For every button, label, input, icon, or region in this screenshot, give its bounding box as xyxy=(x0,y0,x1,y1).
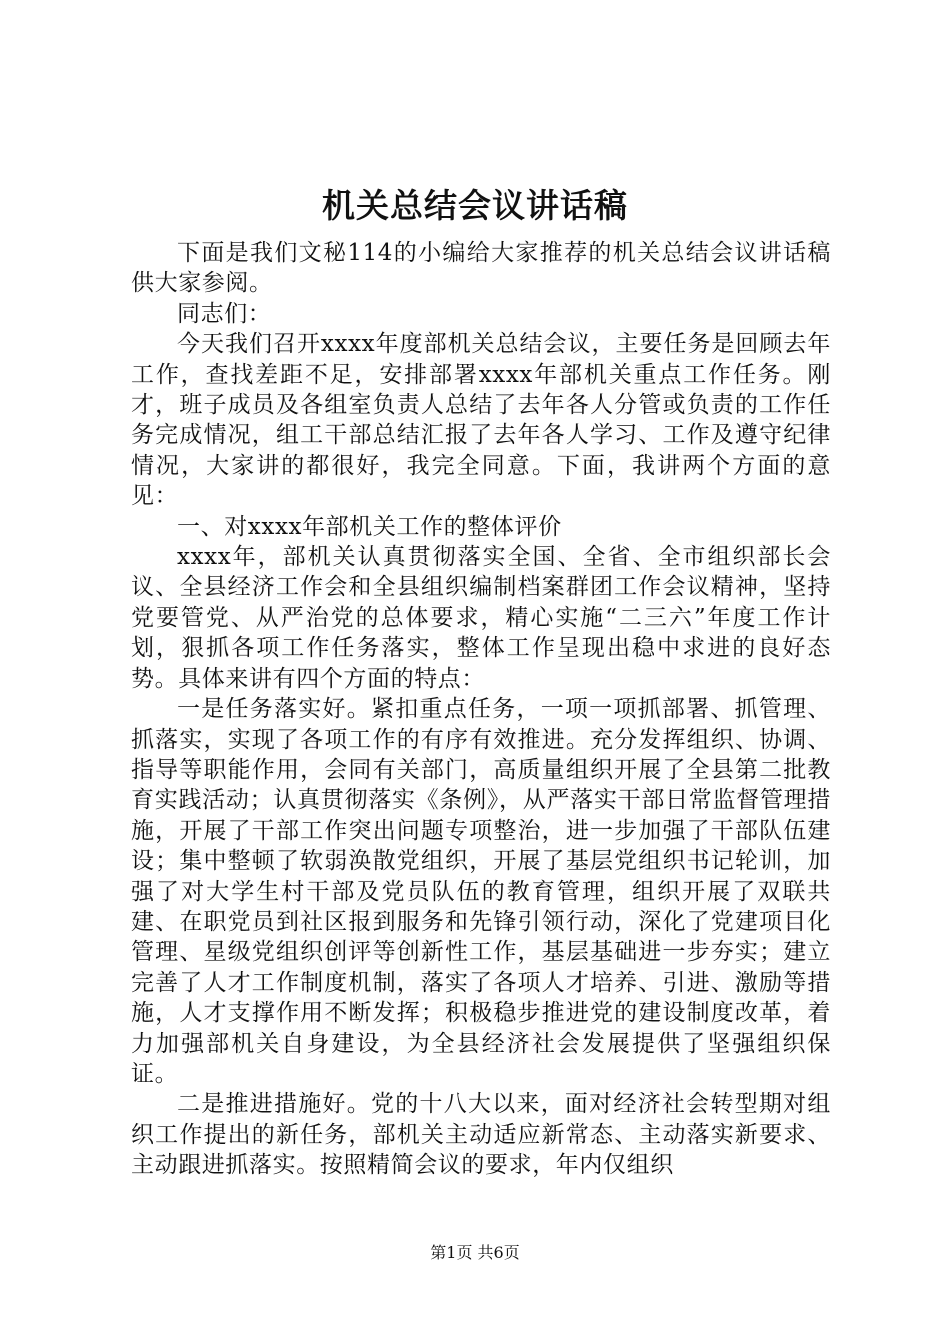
salutation-paragraph: 同志们： xyxy=(177,300,272,327)
page-footer: 第1页 共6页 xyxy=(430,1243,520,1262)
point-two-paragraph: 二是推进措施好。党的十八大以来，面对经济社会转型期对组织工作提出的新任务，部机关主动适应新常态、主动落实新要求、主动跟进抓落实。按照精简会议的要求，年内仅组织 xyxy=(131,1091,831,1179)
overview-paragraph: xxxx年，部机关认真贯彻落实全国、全省、全市组织部长会议、全县经济工作会和全县组织编制档案群团工作会议精神，坚持党要管党、从严治党的总体要求，精心实施“二三六”年度工作计划，狠抓各项工作任务落实，整体工作呈现出稳中求进的良好态势。具体来讲有四个方面的特点： xyxy=(131,544,831,692)
intro-paragraph: 下面是我们文秘114的小编给大家推荐的机关总结会议讲话稿供大家参阅。 xyxy=(131,240,831,297)
point-one-paragraph: 一是任务落实好。紧扣重点任务，一项一项抓部署、抓管理、抓落实，实现了各项工作的有序有效推进。充分发挥组织、协调、指导等职能作用，会同有关部门，高质量组织开展了全县第二批教育实践活动；认真贯彻落实《条例》，从严落实干部日常监督管理措施，开展了干部工作突出问题专项整治，进一步加强了干部队伍建设；集中整顿了软弱涣散党组织，开展了基层党组织书记轮训，加强了对大学生村干部及党员队伍的教育管理，组织开展了双联共建、在职党员到社区报到服务和先锋引领行动，深化了党建项目化管理、星级党组织创评等创新性工作，基层基础进一步夯实；建立完善了人才工作制度机制，落实了各项人才培养、引进、激励等措施，人才支撑作用不断发挥；积极稳步推进党的建设制度改革，着力加强部机关自身建设，为全县经济社会发展提供了坚强组织保证。 xyxy=(131,696,831,1087)
opening-paragraph: 今天我们召开xxxx年度部机关总结会议，主要任务是回顾去年工作，查找差距不足，安排部署xxxx年部机关重点工作任务。刚才，班子成员及各组室负责人总结了去年各人分管或负责的工作任务完成情况，组工干部总结汇报了去年各人学习、工作及遵守纪律情况，大家讲的都很好，我完全同意。下面，我讲两个方面的意见： xyxy=(131,331,831,510)
section-heading: 一、对xxxx年部机关工作的整体评价 xyxy=(177,513,562,540)
document-title: 机关总结会议讲话稿 xyxy=(322,186,628,225)
document-body xyxy=(131,238,831,1181)
